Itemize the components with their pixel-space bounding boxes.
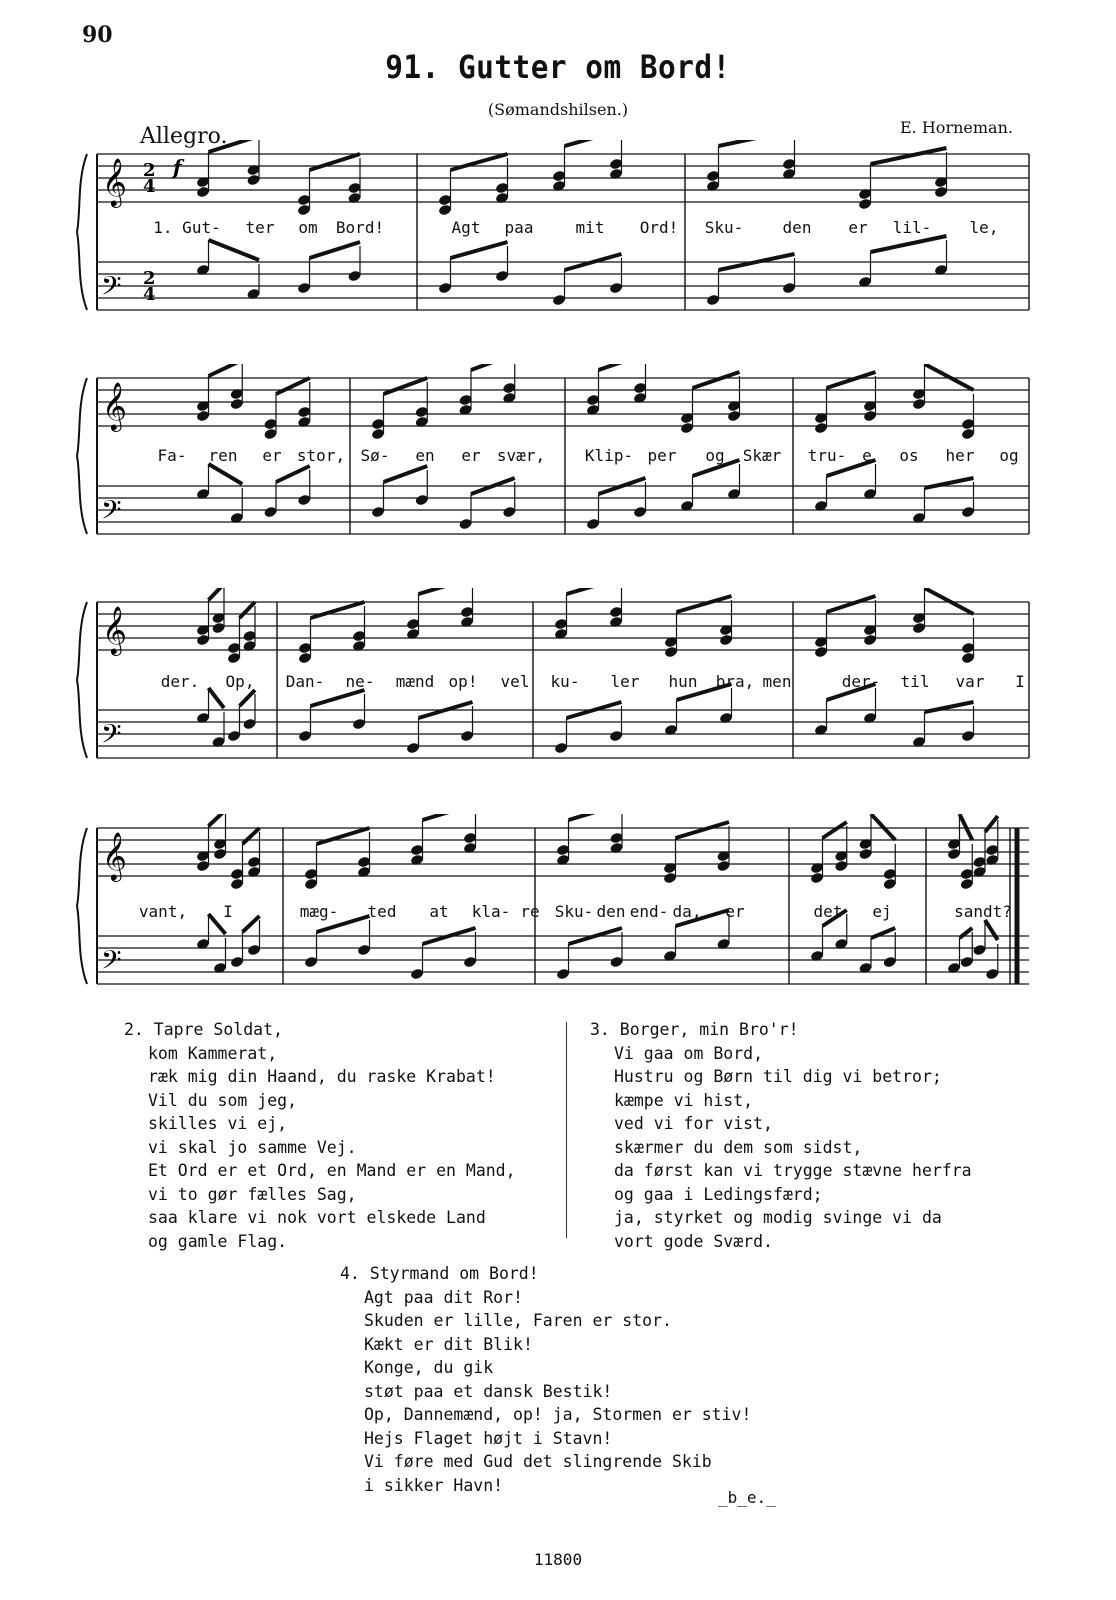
beam — [985, 816, 998, 832]
signature: _b_e._ — [718, 1488, 776, 1507]
lyric-syllable: Dan- — [285, 672, 325, 691]
beam — [827, 372, 876, 388]
beam — [567, 588, 622, 594]
lyric-syllable: tru- — [807, 446, 847, 465]
beam — [871, 148, 947, 164]
beam — [243, 828, 260, 844]
dynamic-forte: f — [173, 155, 182, 179]
beam — [209, 140, 260, 152]
lyric-syllable: til — [900, 672, 930, 691]
lyric-syllable: der- — [841, 672, 881, 691]
time-signature-top: 2 — [143, 160, 156, 181]
music-system-4 — [75, 814, 1030, 1024]
verse-line: vort gode Sværd. — [614, 1231, 773, 1251]
beam — [209, 814, 226, 826]
song-subtitle: (Sømandshilsen.) — [487, 100, 629, 119]
beam — [599, 364, 646, 370]
lyric-syllable: en — [415, 446, 435, 465]
verse-line: ræk mig din Haand, du raske Krabat! — [148, 1067, 496, 1086]
beam — [451, 242, 508, 258]
score-staves-2 — [75, 364, 1030, 574]
verse-line: Kækt er dit Blik! — [364, 1334, 533, 1354]
verse-line: og gaa i Ledingsfærd; — [614, 1184, 823, 1204]
lyrics-line-2 — [75, 446, 1030, 468]
lyric-syllable: er — [725, 902, 745, 921]
lyric-syllable: her — [945, 446, 975, 465]
beam — [676, 822, 730, 838]
lyric-syllable: og — [705, 446, 725, 465]
lyric-syllable: vel — [500, 672, 530, 691]
beam — [384, 466, 428, 482]
lyric-syllable: det — [813, 902, 843, 921]
time-signature-bottom: 4 — [143, 176, 156, 197]
lyric-syllable: sandt? — [954, 902, 1012, 921]
beam — [311, 602, 365, 618]
beam — [925, 588, 974, 614]
music-system-2 — [75, 364, 1030, 574]
beam — [565, 140, 622, 146]
lyric-syllable: er — [848, 218, 868, 237]
lyric-syllable: ler — [610, 672, 640, 691]
beam — [471, 364, 515, 370]
verse-line: 3. Borger, min Bro'r! — [590, 1020, 799, 1039]
lyric-syllable: os — [899, 446, 919, 465]
verse-line: støt paa et dansk Bestik! — [364, 1381, 613, 1401]
lyric-syllable: Op, — [225, 672, 255, 691]
verse-line: da først kan vi trygge stævne herfra — [614, 1161, 972, 1180]
lyric-syllable: ku- — [550, 672, 580, 691]
lyric-syllable: ted — [367, 902, 397, 921]
treble-clef-icon: 𝄞 — [102, 831, 127, 880]
time-signature-top-bass: 2 — [143, 268, 156, 289]
lyric-syllable: hun — [668, 672, 698, 691]
beam — [451, 154, 508, 170]
lyric-syllable: er — [461, 446, 481, 465]
lyric-syllable: den — [782, 218, 812, 237]
verse-line: Konge, du gik — [364, 1358, 494, 1377]
beam — [317, 828, 370, 844]
lyric-syllable: 1. Gut- — [153, 218, 221, 237]
verse-line: saa klare vi nok vort elskede Land — [148, 1208, 486, 1227]
tempo-marking: Allegro. — [140, 124, 228, 149]
lyric-syllable: I — [1015, 672, 1025, 691]
verse-line: Op, Dannemænd, op! ja, Stormen er stiv! — [364, 1405, 752, 1424]
verse-2 — [124, 1018, 516, 1253]
verse-line: Et Ord er et Ord, en Mand er en Mand, — [148, 1161, 516, 1180]
verse-4 — [340, 1262, 751, 1497]
composer: E. Horneman. — [900, 118, 1013, 137]
score-staves-1 — [75, 140, 1030, 350]
beam — [423, 814, 476, 820]
lyric-syllable: stor, — [296, 446, 346, 465]
bass-clef-icon: 𝄢 — [101, 718, 122, 756]
lyric-syllable: var — [955, 672, 985, 691]
verse-line: kæmpe vi hist, — [614, 1090, 754, 1110]
lyric-syllable: da, — [672, 902, 702, 921]
lyric-syllable: om — [298, 218, 318, 237]
lyric-syllable: ej — [872, 902, 892, 921]
lyric-syllable: at — [429, 902, 449, 921]
lyric-syllable: le, — [969, 218, 999, 237]
lyric-syllable: Skær — [742, 446, 782, 465]
lyric-syllable: er — [262, 446, 282, 465]
beam — [276, 378, 310, 394]
verse-line: og gamle Flag. — [148, 1231, 288, 1251]
lyric-syllable: Klip- — [584, 446, 634, 465]
beam — [827, 596, 876, 612]
beam — [569, 814, 623, 820]
beam — [384, 378, 428, 394]
lyric-syllable: per — [647, 446, 677, 465]
song-title: 91. Gutter om Bord! — [385, 48, 731, 86]
verse-line: Vil du som jeg, — [148, 1090, 298, 1110]
lyric-syllable: vant, — [138, 902, 188, 921]
bass-staff — [97, 262, 1029, 310]
lyric-syllable: Ord! — [639, 218, 679, 237]
lyric-syllable: ter — [245, 218, 275, 237]
verse-line: 2. Tapre Soldat, — [124, 1020, 283, 1039]
lyric-syllable: svær, — [496, 446, 546, 465]
lyric-syllable: end- — [629, 902, 669, 921]
music-system-1 — [75, 140, 1030, 350]
beam — [960, 814, 973, 840]
lyric-syllable: ren — [208, 446, 238, 465]
verse-line: i sikker Havn! — [364, 1475, 504, 1495]
beam — [310, 242, 361, 258]
beam — [209, 588, 225, 600]
beam — [693, 372, 740, 388]
time-signature-bottom-bass: 4 — [143, 284, 156, 305]
beam — [719, 140, 795, 146]
treble-clef-icon: 𝄞 — [102, 605, 127, 654]
lyric-syllable: I — [223, 902, 233, 921]
lyric-syllable: ne- — [345, 672, 375, 691]
beam — [209, 364, 243, 376]
treble-clef-icon: 𝄞 — [102, 381, 127, 430]
lyric-syllable: mit — [575, 218, 605, 237]
beam — [925, 364, 974, 390]
lyric-syllable: e — [862, 446, 872, 465]
beam — [823, 822, 847, 838]
verse-line: Agt paa dit Ror! — [364, 1287, 523, 1307]
lyric-syllable: mæg- — [299, 902, 339, 921]
beam — [677, 596, 732, 612]
treble-clef-icon: 𝄞 — [102, 157, 127, 206]
bass-staff — [97, 486, 1029, 534]
bass-clef-icon: 𝄢 — [101, 944, 122, 982]
lyrics-line-4 — [75, 902, 1030, 924]
lyric-syllable: og — [999, 446, 1019, 465]
lyric-syllable: bra, — [715, 672, 755, 691]
verse-line: ja, styrket og modig svinge vi da — [614, 1208, 942, 1227]
lyric-syllable: Agt — [451, 218, 481, 237]
verse-line: 4. Styrmand om Bord! — [340, 1264, 539, 1283]
lyric-syllable: mænd — [395, 672, 435, 691]
verse-line: vi to gør fælles Sag, — [148, 1184, 357, 1204]
verse-line: ved vi for vist, — [614, 1114, 773, 1133]
lyric-syllable: Sku- — [704, 218, 744, 237]
lyric-syllable: op! — [448, 672, 478, 691]
beam — [240, 602, 256, 618]
verse-line: Hustru og Børn til dig vi betror; — [614, 1067, 942, 1086]
verse-line: Skuden er lille, Faren er stor. — [364, 1311, 672, 1330]
page-number: 90 — [82, 22, 113, 48]
lyric-syllable: der. — [160, 672, 200, 691]
beam — [276, 466, 310, 482]
lyric-syllable: Fa- — [157, 446, 187, 465]
lyric-syllable: kla- — [471, 902, 511, 921]
music-system-3 — [75, 588, 1030, 798]
verse-line: kom Kammerat, — [148, 1043, 278, 1063]
plate-number: 11800 — [533, 1550, 583, 1569]
bass-clef-icon: 𝄢 — [101, 494, 122, 532]
verse-divider — [566, 1022, 567, 1238]
lyrics-line-3 — [75, 672, 1030, 694]
lyric-syllable: Sø- — [360, 446, 390, 465]
lyric-syllable: men — [762, 672, 792, 691]
verse-line: Hejs Flaget højt i Stavn! — [364, 1428, 613, 1448]
beam — [209, 240, 260, 260]
verse-line: skærmer du dem som sidst, — [614, 1137, 863, 1157]
verse-line: skilles vi ej, — [148, 1114, 288, 1133]
lyric-syllable: den — [596, 902, 626, 921]
lyric-syllable: Bord! — [335, 218, 385, 237]
lyric-syllable: re — [520, 902, 540, 921]
beam — [871, 814, 895, 840]
verse-3 — [590, 1018, 972, 1253]
lyric-syllable: Sku- — [554, 902, 594, 921]
lyric-syllable: paa — [504, 218, 534, 237]
lyric-syllable: lil- — [892, 218, 932, 237]
verse-line: Vi gaa om Bord, — [614, 1043, 764, 1063]
bass-clef-icon: 𝄢 — [101, 270, 122, 308]
verse-line: vi skal jo samme Vej. — [148, 1137, 357, 1157]
beam — [419, 588, 473, 594]
lyrics-line-1 — [75, 218, 1030, 240]
beam — [310, 154, 361, 170]
verse-line: Vi føre med Gud det slingrende Skib — [364, 1452, 712, 1471]
